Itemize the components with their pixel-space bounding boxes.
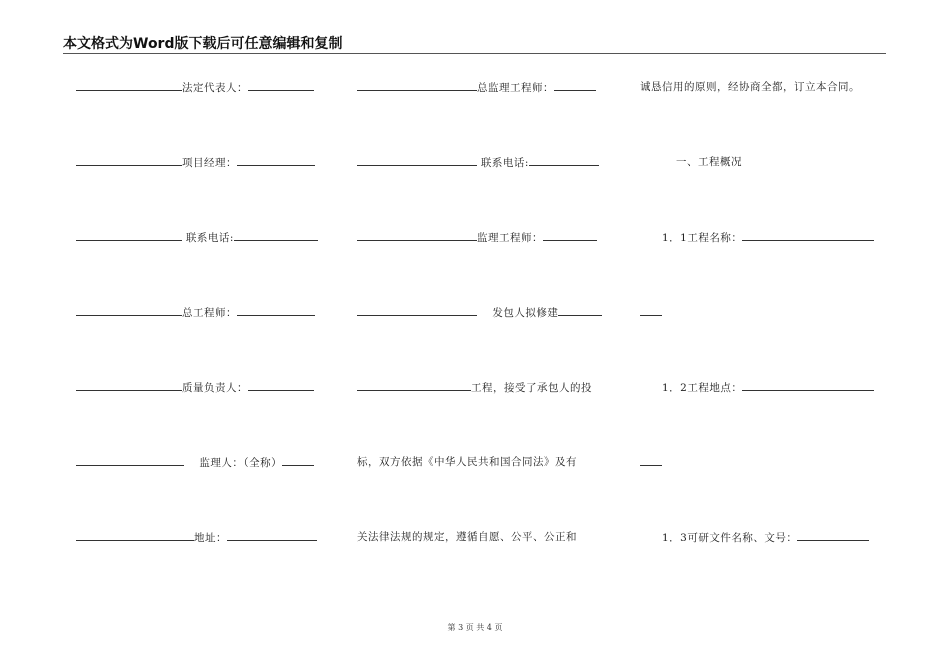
col2-employer-label: 发包人拟修建: [492, 307, 559, 319]
col2-supervising-engineer-line: [357, 230, 597, 245]
col3-feasibility-doc-line: [662, 530, 869, 545]
col1-project-manager-label: 项目经理：: [182, 157, 237, 169]
col2-supervising-engineer-label: 监理工程师：: [477, 232, 543, 244]
col1-supervisor-line: [76, 455, 314, 470]
col1-project-manager-line: [76, 155, 315, 170]
col2-body-line-3: [357, 530, 577, 544]
col2-body-text-3: 关法律法规的规定，遵循自愿、公平、公正和: [357, 531, 577, 543]
col3-project-location-cont-line: [640, 455, 662, 470]
col1-quality-lead-label: 质量负责人：: [182, 382, 248, 394]
page-number: 第 3 页 共 4 页: [447, 623, 503, 632]
col2-employer-line: [357, 305, 602, 320]
col1-phone-label: 联系电话:: [185, 232, 234, 244]
col2-chief-supervisor-label: 总监理工程师：: [477, 82, 554, 94]
col1-chief-engineer-label: 总工程师：: [182, 307, 237, 319]
col1-address-line: [76, 530, 317, 545]
col3-project-name-label: 1．1工程名称：: [662, 232, 743, 244]
col3-project-location-label: 1．2工程地点：: [662, 382, 743, 394]
col2-body-line-2: [357, 455, 577, 469]
col3-project-name-cont-line: [640, 305, 662, 320]
col3-section-heading: 一、工程概况: [676, 156, 742, 168]
col1-legal-rep-label: 法定代表人：: [182, 82, 248, 94]
col1-supervisor-label: 监理人：（全称）: [199, 457, 283, 469]
col1-address-label: 地址：: [194, 532, 227, 544]
col2-body-text-1: 工程，接受了承包人的投: [471, 382, 592, 394]
col1-phone-line: [76, 230, 318, 245]
col3-body-line-1: [640, 80, 860, 94]
col3-body-text-1: 诚恳信用的原则，经协商全都，订立本合同。: [640, 81, 860, 93]
col1-legal-rep-line: [76, 80, 314, 95]
col2-phone-label: 联系电话:: [480, 157, 529, 169]
col3-feasibility-doc-label: 1．3可研文件名称、文号：: [662, 532, 798, 544]
col2-chief-supervisor-line: [357, 80, 596, 95]
col1-chief-engineer-line: [76, 305, 315, 320]
col3-section-heading-line: [676, 155, 742, 169]
col3-project-name-line: [662, 230, 874, 245]
header-divider: [63, 53, 886, 54]
col2-phone-line: [357, 155, 599, 170]
col3-project-location-line: [662, 380, 874, 395]
col2-body-text-2: 标，双方依据《中华人民共和国合同法》及有: [357, 456, 577, 468]
col2-body-line-1: [357, 380, 592, 395]
document-header-title: 本文格式为Word版下载后可任意编辑和复制: [63, 36, 343, 52]
col1-quality-lead-line: [76, 380, 314, 395]
